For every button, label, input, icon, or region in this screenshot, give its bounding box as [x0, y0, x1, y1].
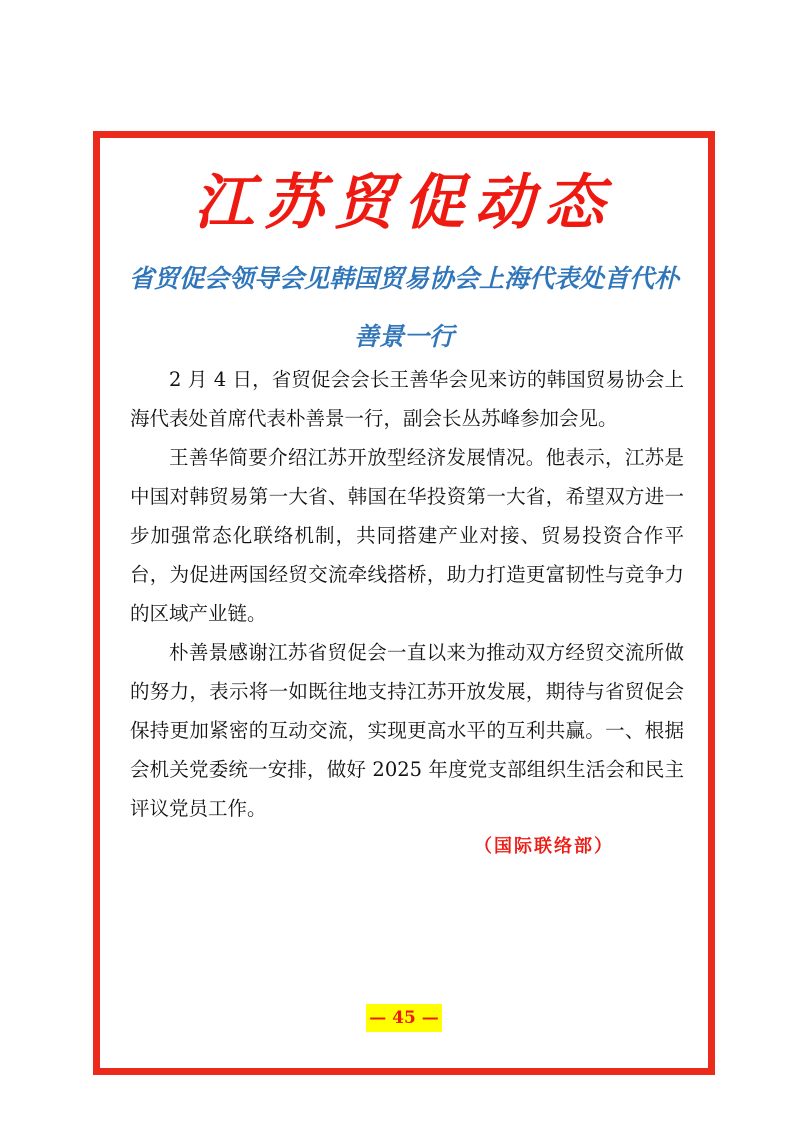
paragraph-2: 王善华简要介绍江苏开放型经济发展情况。他表示，江苏是中国对韩贸易第一大省、韩国在华投资第一大省，希望双方进一步加强常态化联络机制，共同搭建产业对接、贸易投资合作平台，为促进两国经贸交流牵线搭桥，助力打造更富韧性与竞争力的区域产业链。: [130, 446, 684, 625]
department-signature: （国际联络部）: [474, 836, 614, 857]
masthead-title: 江苏贸促动态: [194, 168, 614, 238]
paragraph-1: 2 月 4 日，省贸促会会长王善华会见来访的韩国贸易协会上海代表处首席代表朴善景一行，副会长丛苏峰参加会见。: [130, 368, 684, 430]
article-headline: 省贸促会领导会见韩国贸易协会上海代表处首代朴善景一行: [128, 264, 679, 351]
page-number: — 45 —: [366, 1004, 442, 1032]
article-body: [130, 360, 684, 828]
paragraph-3: 朴善景感谢江苏省贸促会一直以来为推动双方经贸交流所做的努力，表示将一如既往地支持江苏开放发展，期待与省贸促会保持更加紧密的互动交流，实现更高水平的互利共赢。一、根据会机关党委统一安排，做好 2025 年度党支部组织生活会和民主评议党员工作。: [130, 641, 684, 820]
page-frame: [93, 131, 715, 1075]
